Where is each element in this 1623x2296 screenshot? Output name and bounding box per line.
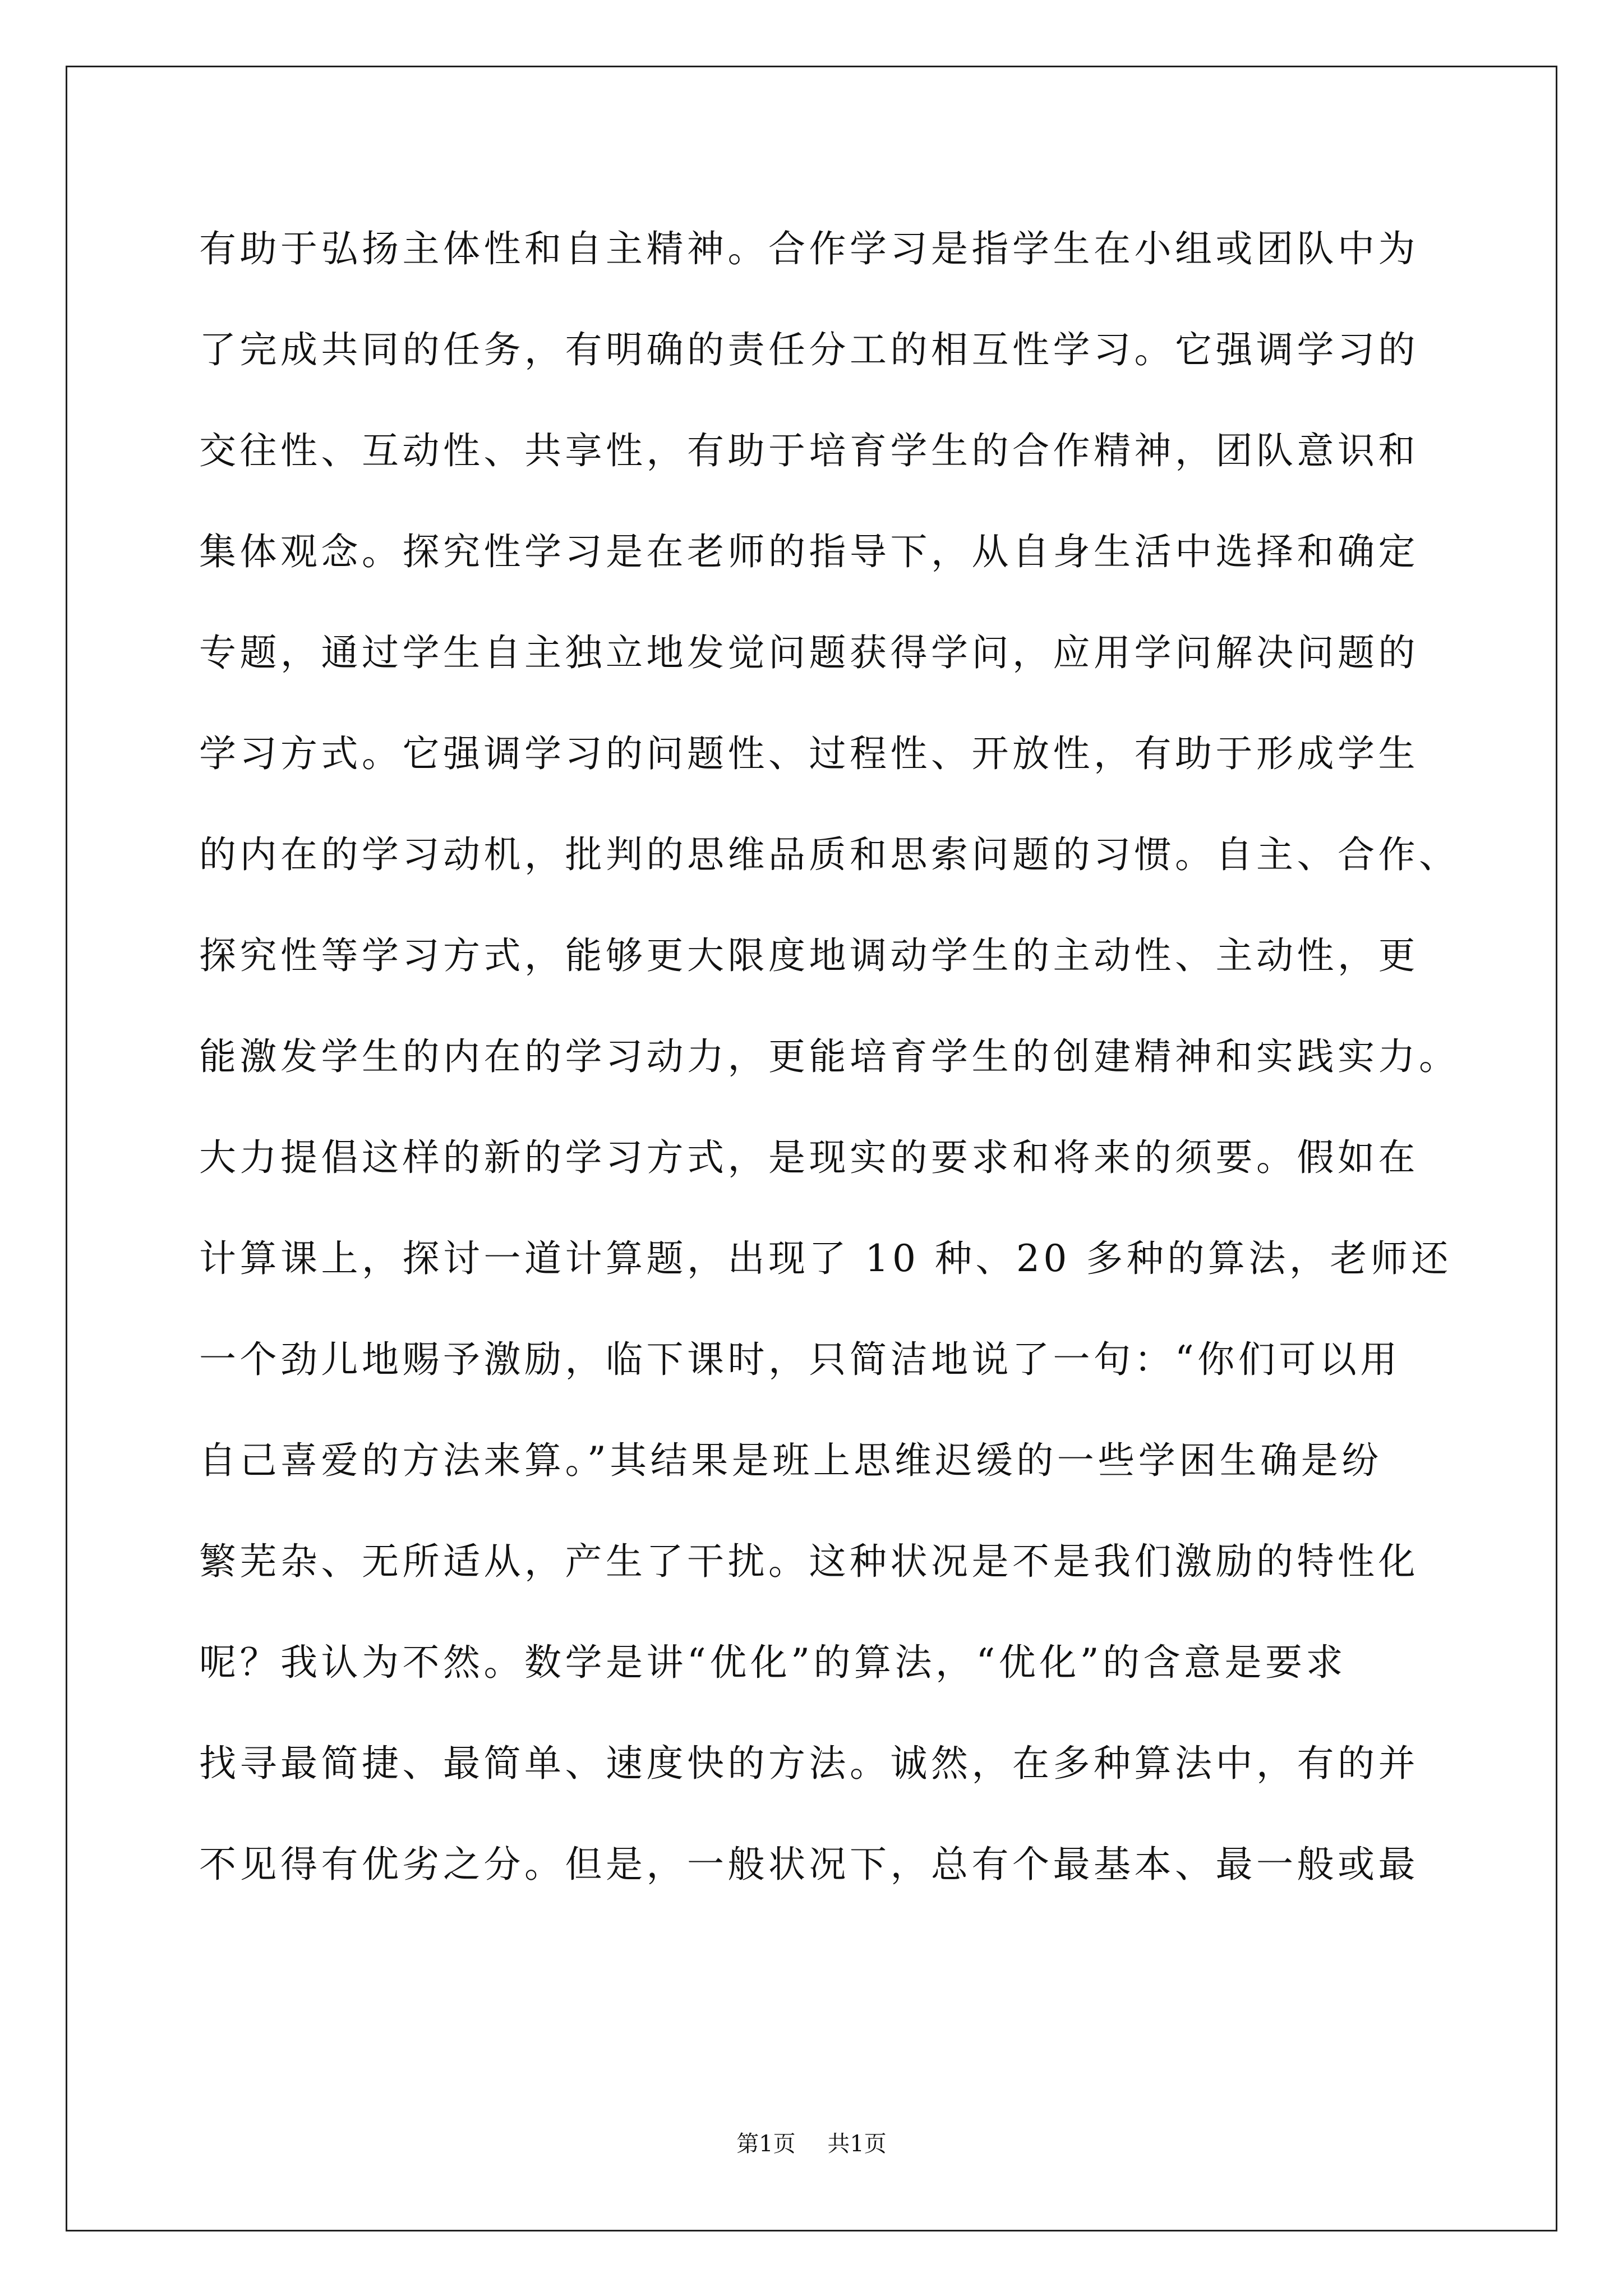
text-line: 有助于弘扬主体性和自主精神。合作学习是指学生在小组或团队中为 — [199, 227, 1419, 270]
text-line: 找寻最简捷、最简单、速度快的方法。诚然，在多种算法中，有的并 — [199, 1742, 1419, 1785]
page-number: 第1页 — [736, 2131, 796, 2157]
page-total: 共1页 — [827, 2131, 887, 2157]
text-line: 呢？我认为不然。数学是讲“优化”的算法，“优化”的含意是要求 — [199, 1641, 1347, 1684]
text-line: 能激发学生的内在的学习动力，更能培育学生的创建精神和实践实力。 — [199, 1035, 1460, 1078]
text-line: 专题，通过学生自主独立地发觉问题获得学问，应用学问解决问题的 — [199, 631, 1419, 674]
text-line: 大力提倡这样的新的学习方式，是现实的要求和将来的须要。假如在 — [199, 1136, 1419, 1179]
text-line: 一个劲儿地赐予激励，临下课时，只简洁地说了一句：“你们可以用 — [199, 1338, 1401, 1381]
body-text — [199, 199, 1534, 1915]
text-line: 的内在的学习动机，批判的思维品质和思索问题的习惯。自主、合作、 — [199, 833, 1460, 876]
text-line: 集体观念。探究性学习是在老师的指导下，从自身生活中选择和确定 — [199, 530, 1419, 573]
text-line: 计算课上，探讨一道计算题，出现了 10 种、20 多种的算法，老师还 — [199, 1237, 1452, 1280]
text-line: 自己喜爱的方法来算。”其结果是班上思维迟缓的一些学困生确是纷 — [199, 1439, 1382, 1482]
text-line: 了完成共同的任务，有明确的责任分工的相互性学习。它强调学习的 — [199, 328, 1419, 371]
page-footer — [0, 2127, 1623, 2161]
text-line: 探究性等学习方式，能够更大限度地调动学生的主动性、主动性，更 — [199, 934, 1419, 977]
text-line: 不见得有优劣之分。但是，一般状况下，总有个最基本、最一般或最 — [199, 1843, 1419, 1886]
text-line: 繁芜杂、无所适从，产生了干扰。这种状况是不是我们激励的特性化 — [199, 1540, 1419, 1583]
text-line: 学习方式。它强调学习的问题性、过程性、开放性，有助于形成学生 — [199, 732, 1419, 775]
text-line: 交往性、互动性、共享性，有助于培育学生的合作精神，团队意识和 — [199, 429, 1419, 472]
